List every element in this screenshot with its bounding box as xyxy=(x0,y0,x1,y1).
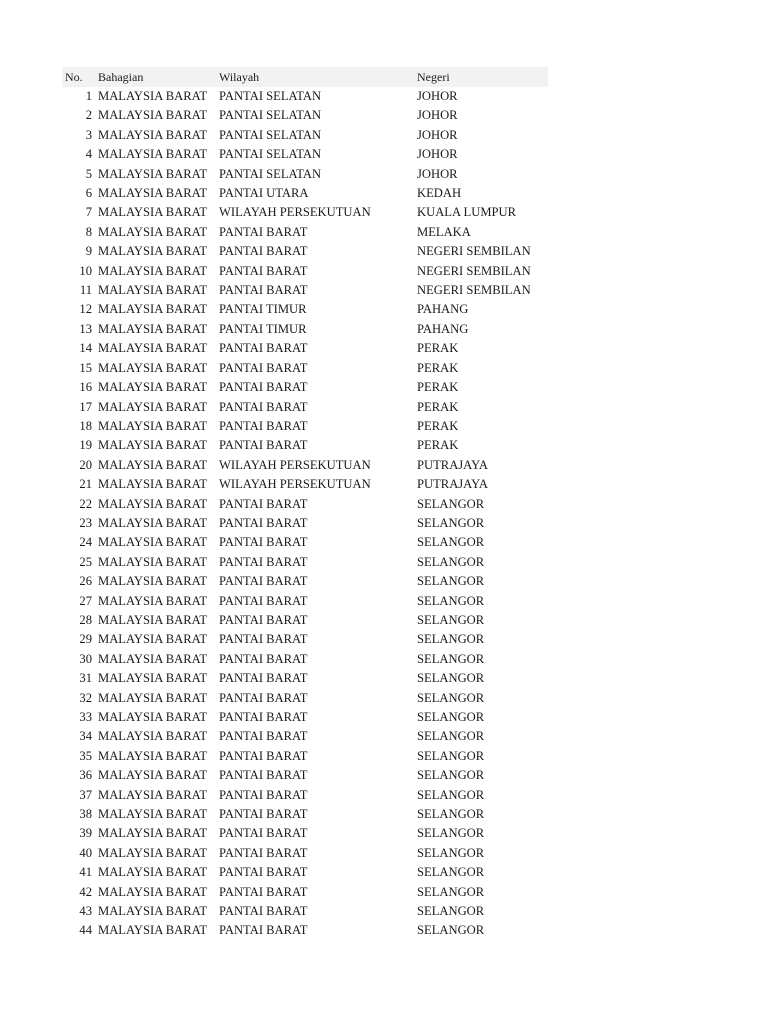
negeri-cell: JOHOR xyxy=(417,89,458,103)
bahagian-cell: MALAYSIA BARAT xyxy=(98,418,208,433)
bahagian-cell: MALAYSIA BARAT xyxy=(98,166,208,181)
table-row xyxy=(62,242,548,261)
bahagian-cell: MALAYSIA BARAT xyxy=(98,186,208,201)
bahagian-cell: MALAYSIA BARAT xyxy=(98,710,208,724)
negeri-cell: JOHOR xyxy=(417,147,458,162)
bahagian-cell: MALAYSIA BARAT xyxy=(98,89,208,103)
table-row xyxy=(62,592,548,611)
negeri-cell: SELANGOR xyxy=(417,612,485,627)
negeri-cell: SELANGOR xyxy=(417,690,485,705)
bahagian-cell: MALAYSIA BARAT xyxy=(98,205,208,220)
row-number: 2 xyxy=(85,108,92,123)
bahagian-cell: MALAYSIA BARAT xyxy=(98,457,208,472)
wilayah-cell: PANTAI BARAT xyxy=(219,787,308,802)
table-row xyxy=(62,436,548,455)
table-row xyxy=(62,203,548,222)
negeri-cell: SELANGOR xyxy=(417,904,485,919)
row-number: 26 xyxy=(79,574,92,589)
negeri-cell: JOHOR xyxy=(417,127,458,142)
row-number: 38 xyxy=(79,807,92,822)
bahagian-cell: MALAYSIA BARAT xyxy=(98,593,208,608)
wilayah-cell: PANTAI BARAT xyxy=(219,807,308,822)
negeri-cell: SELANGOR xyxy=(417,845,485,860)
row-number: 39 xyxy=(79,826,92,841)
wilayah-cell: PANTAI BARAT xyxy=(219,438,308,453)
data-table xyxy=(62,67,548,941)
row-number: 7 xyxy=(85,205,92,220)
bahagian-cell: MALAYSIA BARAT xyxy=(98,748,208,763)
table-row xyxy=(62,300,548,319)
row-number: 41 xyxy=(79,865,92,880)
bahagian-cell: MALAYSIA BARAT xyxy=(98,108,208,123)
bahagian-cell: MALAYSIA BARAT xyxy=(98,438,208,453)
column-header-wilayah: Wilayah xyxy=(212,67,410,87)
wilayah-cell: WILAYAH PERSEKUTUAN xyxy=(219,477,371,492)
table-body xyxy=(62,87,548,941)
wilayah-cell: PANTAI BARAT xyxy=(219,690,308,705)
column-header-no: No. xyxy=(62,67,92,87)
table-row xyxy=(62,786,548,805)
negeri-cell: SELANGOR xyxy=(417,768,485,783)
negeri-cell: KEDAH xyxy=(417,186,462,201)
negeri-cell: PERAK xyxy=(417,341,459,356)
bahagian-cell: MALAYSIA BARAT xyxy=(98,729,208,744)
table-row xyxy=(62,262,548,281)
table-row xyxy=(62,495,548,514)
negeri-cell: SELANGOR xyxy=(417,807,485,822)
table-row xyxy=(62,398,548,417)
row-number: 24 xyxy=(79,535,92,550)
bahagian-cell: MALAYSIA BARAT xyxy=(98,632,208,647)
table-row xyxy=(62,339,548,358)
row-number: 11 xyxy=(79,283,92,298)
negeri-cell: SELANGOR xyxy=(417,496,485,511)
table-row xyxy=(62,572,548,591)
table-row xyxy=(62,902,548,921)
bahagian-cell: MALAYSIA BARAT xyxy=(98,768,208,783)
wilayah-cell: PANTAI BARAT xyxy=(219,554,308,569)
bahagian-cell: MALAYSIA BARAT xyxy=(98,787,208,802)
row-number: 14 xyxy=(79,341,92,356)
table-row xyxy=(62,844,548,863)
wilayah-cell: PANTAI BARAT xyxy=(219,360,308,375)
column-header-bahagian: Bahagian xyxy=(92,67,212,87)
row-number: 17 xyxy=(79,399,92,414)
wilayah-cell: PANTAI BARAT xyxy=(219,574,308,589)
negeri-cell: SELANGOR xyxy=(417,632,485,647)
negeri-cell: SELANGOR xyxy=(417,671,485,686)
row-number: 43 xyxy=(79,904,92,919)
negeri-cell: SELANGOR xyxy=(417,554,485,569)
table-row xyxy=(62,766,548,785)
wilayah-cell: PANTAI BARAT xyxy=(219,515,308,530)
bahagian-cell: MALAYSIA BARAT xyxy=(98,845,208,860)
column-header-negeri: Negeri xyxy=(410,67,548,87)
row-number: 28 xyxy=(79,612,92,627)
bahagian-cell: MALAYSIA BARAT xyxy=(98,651,208,666)
row-number: 21 xyxy=(79,477,92,492)
row-number: 42 xyxy=(79,884,92,899)
bahagian-cell: MALAYSIA BARAT xyxy=(98,865,208,880)
bahagian-cell: MALAYSIA BARAT xyxy=(98,341,208,356)
bahagian-cell: MALAYSIA BARAT xyxy=(98,127,208,142)
row-number: 31 xyxy=(79,671,92,686)
wilayah-cell: PANTAI BARAT xyxy=(219,380,308,395)
negeri-cell: PAHANG xyxy=(417,321,469,336)
row-number: 6 xyxy=(85,186,92,201)
table-row xyxy=(62,650,548,669)
row-number: 22 xyxy=(79,496,92,511)
bahagian-cell: MALAYSIA BARAT xyxy=(98,399,208,414)
table-row xyxy=(62,165,548,184)
wilayah-cell: PANTAI BARAT xyxy=(219,263,308,278)
table-row xyxy=(62,184,548,203)
row-number: 44 xyxy=(79,923,92,938)
wilayah-cell: PANTAI BARAT xyxy=(219,651,308,666)
table-row xyxy=(62,689,548,708)
wilayah-cell: PANTAI BARAT xyxy=(219,845,308,860)
row-number: 4 xyxy=(85,147,92,162)
row-number: 36 xyxy=(79,768,92,783)
bahagian-cell: MALAYSIA BARAT xyxy=(98,923,208,938)
bahagian-cell: MALAYSIA BARAT xyxy=(98,477,208,492)
bahagian-cell: MALAYSIA BARAT xyxy=(98,690,208,705)
row-number: 3 xyxy=(85,127,92,142)
row-number: 8 xyxy=(85,224,92,239)
wilayah-cell: PANTAI BARAT xyxy=(219,710,308,724)
row-number: 16 xyxy=(79,380,92,395)
negeri-cell: KUALA LUMPUR xyxy=(417,205,517,220)
table-row xyxy=(62,611,548,630)
bahagian-cell: MALAYSIA BARAT xyxy=(98,302,208,317)
bahagian-cell: MALAYSIA BARAT xyxy=(98,535,208,550)
row-number: 18 xyxy=(79,418,92,433)
bahagian-cell: MALAYSIA BARAT xyxy=(98,515,208,530)
row-number: 34 xyxy=(79,729,92,744)
row-number: 23 xyxy=(79,515,92,530)
table-row xyxy=(62,223,548,242)
bahagian-cell: MALAYSIA BARAT xyxy=(98,263,208,278)
row-number: 1 xyxy=(85,89,92,103)
wilayah-cell: PANTAI BARAT xyxy=(219,244,308,259)
table-row xyxy=(62,883,548,902)
table-row xyxy=(62,359,548,378)
row-number: 25 xyxy=(79,554,92,569)
wilayah-cell: PANTAI BARAT xyxy=(219,748,308,763)
bahagian-cell: MALAYSIA BARAT xyxy=(98,671,208,686)
negeri-cell: SELANGOR xyxy=(417,710,485,724)
wilayah-cell: PANTAI BARAT xyxy=(219,418,308,433)
header-row xyxy=(62,67,548,87)
bahagian-cell: MALAYSIA BARAT xyxy=(98,496,208,511)
table-row xyxy=(62,747,548,766)
wilayah-cell: PANTAI SELATAN xyxy=(219,147,322,162)
table-row xyxy=(62,456,548,475)
negeri-cell: PUTRAJAYA xyxy=(417,477,488,492)
wilayah-cell: WILAYAH PERSEKUTUAN xyxy=(219,457,371,472)
negeri-cell: JOHOR xyxy=(417,166,458,181)
negeri-cell: SELANGOR xyxy=(417,748,485,763)
wilayah-cell: PANTAI SELATAN xyxy=(219,166,322,181)
row-number: 29 xyxy=(79,632,92,647)
wilayah-cell: PANTAI BARAT xyxy=(219,224,308,239)
wilayah-cell: PANTAI SELATAN xyxy=(219,89,322,103)
row-number: 32 xyxy=(79,690,92,705)
wilayah-cell: PANTAI BARAT xyxy=(219,283,308,298)
wilayah-cell: PANTAI BARAT xyxy=(219,923,308,938)
negeri-cell: NEGERI SEMBILAN xyxy=(417,283,531,298)
bahagian-cell: MALAYSIA BARAT xyxy=(98,826,208,841)
negeri-cell: SELANGOR xyxy=(417,574,485,589)
bahagian-cell: MALAYSIA BARAT xyxy=(98,807,208,822)
table-row xyxy=(62,320,548,339)
wilayah-cell: PANTAI BARAT xyxy=(219,768,308,783)
wilayah-cell: PANTAI SELATAN xyxy=(219,108,322,123)
table-row xyxy=(62,126,548,145)
negeri-cell: SELANGOR xyxy=(417,923,485,938)
table-row xyxy=(62,533,548,552)
table-row xyxy=(62,863,548,882)
table-row xyxy=(62,378,548,397)
negeri-cell: SELANGOR xyxy=(417,515,485,530)
wilayah-cell: PANTAI TIMUR xyxy=(219,302,307,317)
negeri-cell: SELANGOR xyxy=(417,826,485,841)
bahagian-cell: MALAYSIA BARAT xyxy=(98,904,208,919)
row-number: 35 xyxy=(79,748,92,763)
row-number: 15 xyxy=(79,360,92,375)
negeri-cell: NEGERI SEMBILAN xyxy=(417,244,531,259)
row-number: 37 xyxy=(79,787,92,802)
negeri-cell: PERAK xyxy=(417,380,459,395)
negeri-cell: SELANGOR xyxy=(417,535,485,550)
negeri-cell: SELANGOR xyxy=(417,729,485,744)
bahagian-cell: MALAYSIA BARAT xyxy=(98,884,208,899)
table-row xyxy=(62,106,548,125)
table-row xyxy=(62,708,548,727)
wilayah-cell: PANTAI BARAT xyxy=(219,729,308,744)
row-number: 9 xyxy=(85,244,92,259)
bahagian-cell: MALAYSIA BARAT xyxy=(98,224,208,239)
negeri-cell: PAHANG xyxy=(417,302,469,317)
wilayah-cell: WILAYAH PERSEKUTUAN xyxy=(219,205,371,220)
wilayah-cell: PANTAI SELATAN xyxy=(219,127,322,142)
table-header xyxy=(62,67,548,87)
table-row xyxy=(62,417,548,436)
row-number: 20 xyxy=(79,457,92,472)
wilayah-cell: PANTAI BARAT xyxy=(219,826,308,841)
wilayah-cell: PANTAI TIMUR xyxy=(219,321,307,336)
negeri-cell: SELANGOR xyxy=(417,865,485,880)
table-row xyxy=(62,281,548,300)
wilayah-cell: PANTAI BARAT xyxy=(219,865,308,880)
row-number: 5 xyxy=(85,166,92,181)
negeri-cell: SELANGOR xyxy=(417,651,485,666)
negeri-cell: PERAK xyxy=(417,418,459,433)
row-number: 12 xyxy=(79,302,92,317)
row-number: 30 xyxy=(79,651,92,666)
wilayah-cell: PANTAI BARAT xyxy=(219,341,308,356)
bahagian-cell: MALAYSIA BARAT xyxy=(98,574,208,589)
table-row xyxy=(62,630,548,649)
table-row xyxy=(62,669,548,688)
row-number: 19 xyxy=(79,438,92,453)
table-row xyxy=(62,87,548,106)
bahagian-cell: MALAYSIA BARAT xyxy=(98,147,208,162)
bahagian-cell: MALAYSIA BARAT xyxy=(98,283,208,298)
negeri-cell: MELAKA xyxy=(417,224,471,239)
wilayah-cell: PANTAI BARAT xyxy=(219,535,308,550)
bahagian-cell: MALAYSIA BARAT xyxy=(98,321,208,336)
table-row xyxy=(62,727,548,746)
wilayah-cell: PANTAI BARAT xyxy=(219,904,308,919)
row-number: 27 xyxy=(79,593,92,608)
bahagian-cell: MALAYSIA BARAT xyxy=(98,380,208,395)
bahagian-cell: MALAYSIA BARAT xyxy=(98,360,208,375)
table-row xyxy=(62,824,548,843)
table-row xyxy=(62,145,548,164)
wilayah-cell: PANTAI BARAT xyxy=(219,884,308,899)
wilayah-cell: PANTAI BARAT xyxy=(219,671,308,686)
row-number: 40 xyxy=(79,845,92,860)
bahagian-cell: MALAYSIA BARAT xyxy=(98,612,208,627)
negeri-cell: JOHOR xyxy=(417,108,458,123)
table-row xyxy=(62,805,548,824)
negeri-cell: NEGERI SEMBILAN xyxy=(417,263,531,278)
wilayah-cell: PANTAI BARAT xyxy=(219,399,308,414)
negeri-cell: PUTRAJAYA xyxy=(417,457,488,472)
table-row xyxy=(62,553,548,572)
wilayah-cell: PANTAI UTARA xyxy=(219,186,309,201)
negeri-cell: PERAK xyxy=(417,399,459,414)
table-row xyxy=(62,514,548,533)
negeri-cell: SELANGOR xyxy=(417,593,485,608)
negeri-cell: SELANGOR xyxy=(417,884,485,899)
wilayah-cell: PANTAI BARAT xyxy=(219,632,308,647)
negeri-cell: PERAK xyxy=(417,360,459,375)
wilayah-cell: PANTAI BARAT xyxy=(219,496,308,511)
row-number: 13 xyxy=(79,321,92,336)
negeri-cell: PERAK xyxy=(417,438,459,453)
row-number: 10 xyxy=(79,263,92,278)
wilayah-cell: PANTAI BARAT xyxy=(219,612,308,627)
bahagian-cell: MALAYSIA BARAT xyxy=(98,244,208,259)
table-row xyxy=(62,475,548,494)
wilayah-cell: PANTAI BARAT xyxy=(219,593,308,608)
negeri-cell: SELANGOR xyxy=(417,787,485,802)
bahagian-cell: MALAYSIA BARAT xyxy=(98,554,208,569)
row-number: 33 xyxy=(79,710,92,724)
table-row xyxy=(62,921,548,940)
